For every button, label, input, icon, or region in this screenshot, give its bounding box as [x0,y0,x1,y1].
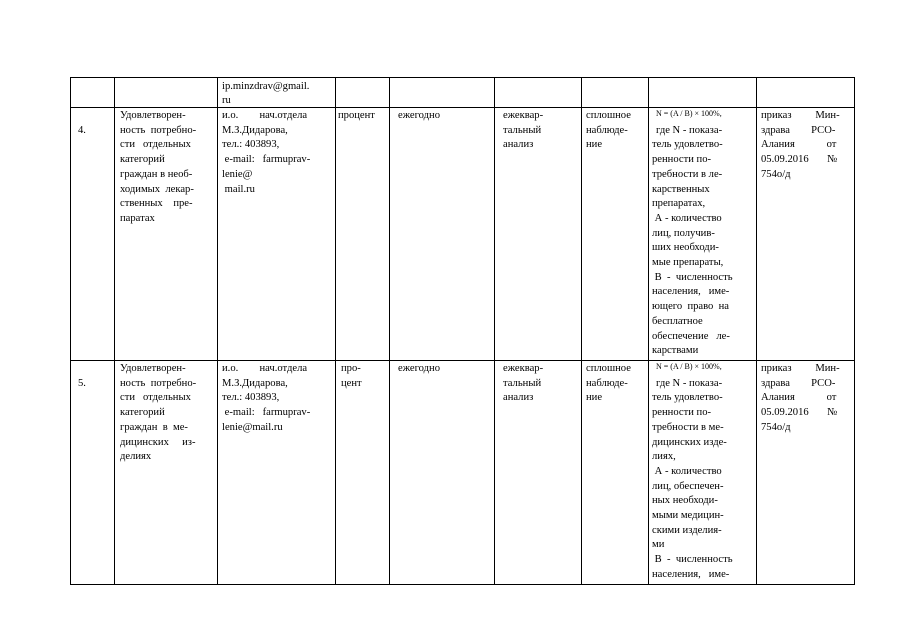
column-line [389,77,390,585]
method-line: наблюде- [586,124,628,136]
row-number: 4. [78,125,86,136]
indicator-line: граждан в ме- [120,421,188,433]
column-line [648,77,649,585]
calc-line: где N - показа- [656,377,723,389]
responsible-line: и.о. нач.отдела [222,363,308,374]
row-divider [70,360,854,361]
basis-line: приказ Мин- [761,363,840,374]
calc-line: тель удовлетво- [652,139,723,151]
period-line: ежеквар- [503,110,544,121]
frequency-text: ежегодно [398,363,441,374]
indicator-line: делиях [120,451,152,463]
calc-line: ющего право на [652,301,730,313]
method-line: ние [586,392,603,404]
calc-line: В - численность [652,271,733,283]
indicator-line: ственных пре- [120,198,193,210]
calc-line: тель удовлетво- [652,392,723,404]
calc-line: мыми медицин- [652,510,724,521]
indicator-line: ходимых лекар- [120,183,194,195]
indicator-line: сти отдельных [120,392,191,404]
indicator-line: Удовлетворен- [120,363,186,374]
calc-line: В - численность [652,554,733,566]
responsible-line: e-mail: farmuprav- [222,407,311,419]
basis-line: 754о/д [761,421,791,433]
method-line: ние [586,139,603,151]
responsible-line: М.З.Дидарова, [222,124,288,136]
formula: N = (A / B) × 100%, [656,109,722,118]
column-line [335,77,336,585]
responsible-line: lenie@mail.ru [222,421,283,433]
calc-line: ных необходи- [652,495,718,507]
table-top-border [70,77,854,78]
period-line: тальный [503,124,542,136]
indicator-line: сти отдельных [120,139,191,151]
column-line [217,77,218,585]
unit-line: цент [341,377,362,389]
basis-line: приказ Мин- [761,110,840,121]
calc-line: карствами [652,345,699,357]
period-line: анализ [503,139,534,151]
calc-line: лиях, [652,451,676,463]
period-line: анализ [503,392,534,404]
period-line: тальный [503,377,542,389]
indicator-line: паратах [120,212,155,224]
calc-line: лиц, обеспечен- [652,480,724,492]
method-line: сплошное [586,110,631,121]
column-line [114,77,115,585]
column-line [854,77,855,585]
indicator-line: Удовлетворен- [120,110,186,121]
basis-line: Алания от [761,392,837,404]
basis-line: 05.09.2016 № [761,407,838,419]
calc-line: бесплатное [652,315,703,327]
calc-line: ренности по- [652,154,712,166]
table-bottom-border [70,584,854,585]
period-line: ежеквар- [503,363,544,374]
calc-line: карственных [652,183,710,195]
column-line [494,77,495,585]
method-line: наблюде- [586,377,628,389]
calc-line: препаратах, [652,198,706,210]
calc-line: ми [652,539,665,551]
indicator-line: ность потребно- [120,124,197,136]
row-divider [70,107,854,108]
calc-line: ренности по- [652,407,712,419]
basis-line: здрава РСО- [761,377,836,389]
contact-line: ip.minzdrav@gmail. [222,81,310,92]
responsible-line: М.З.Дидарова, [222,377,288,389]
column-line [70,77,71,585]
responsible-line: e-mail: farmuprav- [222,154,311,166]
unit-line: процент [338,110,375,121]
responsible-line: тел.: 403893, [222,392,280,404]
calc-line: скими изделия- [652,524,722,536]
column-line [756,77,757,585]
calc-line: ших необходи- [652,242,719,254]
calc-line: обеспечение ле- [652,330,730,342]
column-line [581,77,582,585]
indicator-line: ность потребно- [120,377,197,389]
indicator-line: дицинских из- [120,436,196,448]
basis-line: 754о/д [761,168,791,180]
formula: N = (A / B) × 100%, [656,362,722,371]
frequency-text: ежегодно [398,110,441,121]
indicator-line: категорий [120,407,165,419]
responsible-line: тел.: 403893, [222,139,280,151]
responsible-line: и.о. нач.отдела [222,110,308,121]
calc-line: А - количество [652,465,722,477]
calc-line: мые препараты, [652,257,724,268]
unit-line: про- [341,363,361,374]
indicator-line: категорий [120,154,165,166]
contact-line: ru [222,95,231,106]
calc-line: лиц, получив- [652,227,715,239]
responsible-line: mail.ru [222,183,255,195]
calc-line: населения, име- [652,286,730,298]
calc-line: дицинских изде- [652,436,727,448]
calc-line: А - количество [652,212,722,224]
calc-line: требности в ле- [652,168,723,180]
responsible-line: lenie@ [222,168,253,180]
row-number: 5. [78,378,86,389]
basis-line: Алания от [761,139,837,151]
calc-line: где N - показа- [656,124,723,136]
calc-line: населения, име- [652,568,730,580]
calc-line: требности в ме- [652,421,724,433]
indicator-line: граждан в необ- [120,168,193,180]
basis-line: 05.09.2016 № [761,154,838,166]
basis-line: здрава РСО- [761,124,836,136]
method-line: сплошное [586,363,631,374]
